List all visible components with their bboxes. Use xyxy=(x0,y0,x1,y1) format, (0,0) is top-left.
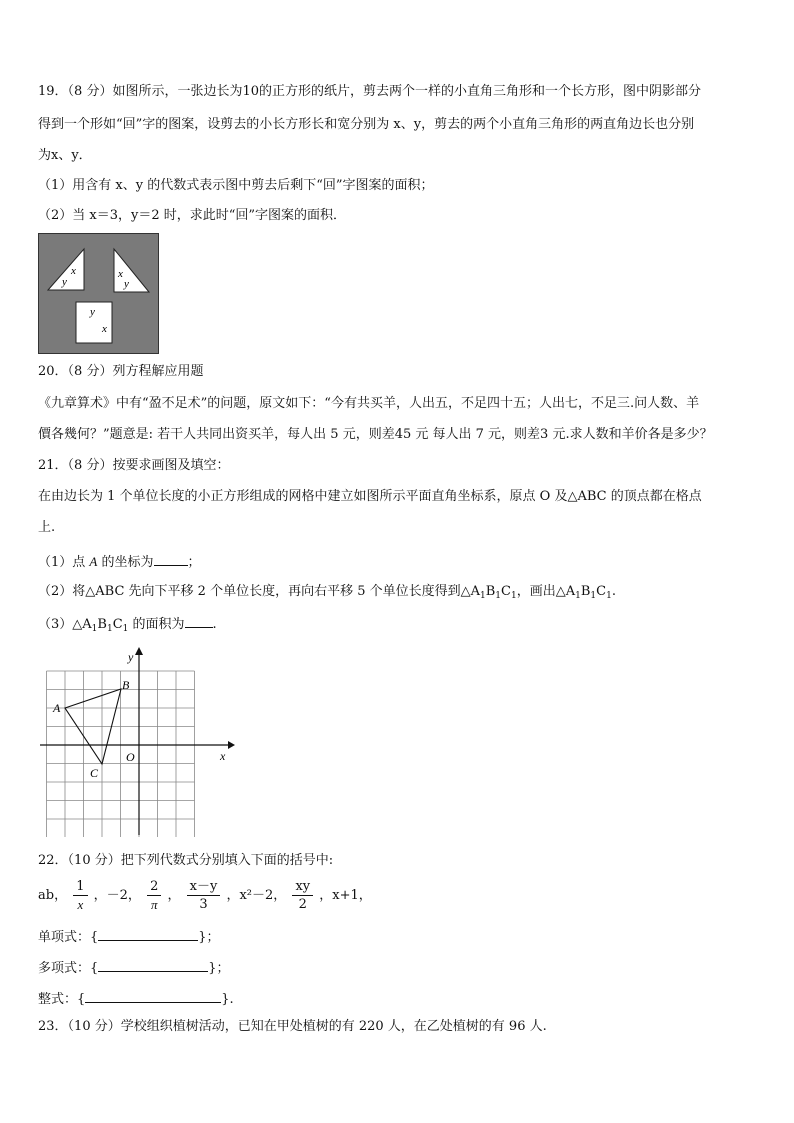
origin-label: O xyxy=(126,750,135,764)
label: 多项式：{ xyxy=(38,961,99,976)
q19-line2: 得到一个形如“回”字的图案，设剪去的小长方形长和宽分别为 x、y，剪去的两个小直角三角形的两直角边长也分别 xyxy=(38,117,695,132)
x-axis-label: x xyxy=(220,749,226,763)
fig19-label: y xyxy=(62,276,67,288)
text: （2）将△ABC 先向下平移 2 个单位长度，再向右平移 5 个单位长度得到△A xyxy=(38,584,480,599)
text: C xyxy=(596,584,607,599)
point-c-label: C xyxy=(90,766,99,780)
expression-text: ab， xyxy=(38,888,68,903)
q23-line1: 23．（10 分）学校组织植树活动，已知在甲处植树的有 220 人，在乙处植树的有 96 人. xyxy=(38,1019,547,1034)
subscript: 1 xyxy=(480,591,486,601)
fig19-label: x xyxy=(71,265,76,277)
text: A xyxy=(89,554,98,569)
point-b-label: B xyxy=(122,678,130,692)
y-axis-arrow xyxy=(135,647,143,655)
expression-text: ，x²－2， xyxy=(226,888,287,903)
fraction-1-over-x xyxy=(73,878,87,913)
numerator: xy xyxy=(292,878,313,896)
q20-line3: 價各幾何？”题意是: 若干人共同出资买羊，每人出 5 元，则差45 元 每人出 7 元，则差3 元.求人数和羊价各是多少？ xyxy=(38,427,713,442)
q22-integral-expressions xyxy=(38,990,234,1008)
x-axis-arrow xyxy=(228,741,235,749)
q22-polynomials xyxy=(38,959,230,977)
text: B xyxy=(580,584,591,599)
expression-text: ，x+1， xyxy=(319,888,372,903)
subscript: 1 xyxy=(510,591,517,601)
text: . xyxy=(212,617,217,632)
q21-line1: 21．（8 分）按要求画图及填空： xyxy=(38,458,230,473)
q22-line1: 22．（10 分）把下列代数式分别填入下面的括号中: xyxy=(38,853,334,868)
denominator: x xyxy=(77,897,84,912)
y-axis-label: y xyxy=(128,650,134,664)
label: }； xyxy=(208,961,230,976)
label: }. xyxy=(221,992,234,1007)
answer-blank xyxy=(154,553,188,566)
numerator: 1 xyxy=(73,878,87,896)
numerator: x－y xyxy=(187,878,221,896)
text: （3）△A xyxy=(38,617,92,632)
q19-figure xyxy=(38,233,159,354)
fig19-label: y xyxy=(90,306,95,318)
label: }； xyxy=(198,930,220,945)
answer-blank xyxy=(98,959,208,972)
text: B xyxy=(485,584,496,599)
answer-blank xyxy=(85,990,221,1003)
text: （1）点 xyxy=(38,555,90,570)
fraction-xy-over-2 xyxy=(292,878,313,913)
denominator: 3 xyxy=(199,897,208,912)
fig19-label: x xyxy=(118,268,123,280)
subscript: 1 xyxy=(122,624,129,634)
q21-sub3 xyxy=(38,615,217,637)
q21-line2: 在由边长为 1 个单位长度的小正方形组成的网格中建立如图所示平面直角坐标系，原点 O 及△ABC 的顶点都在格点 xyxy=(38,489,702,504)
text: C xyxy=(112,617,123,632)
denominator: π xyxy=(150,897,158,912)
text: ，画出△A xyxy=(516,584,576,599)
denominator: 2 xyxy=(298,897,307,912)
fraction-2-over-pi xyxy=(147,878,161,913)
fraction-x-minus-y-over-3 xyxy=(187,878,221,913)
q21-coordinate-grid xyxy=(36,645,236,837)
text: 的坐标为 xyxy=(97,555,154,570)
point-a-label: A xyxy=(53,701,61,715)
q21-line3: 上. xyxy=(38,520,56,535)
q19-sub2: （2）当 x＝3，y＝2 时，求此时“回”字图案的面积． xyxy=(38,208,347,223)
text: B xyxy=(97,617,107,632)
subscript: 1 xyxy=(106,624,113,634)
q21-sub1 xyxy=(38,553,201,571)
q19-line1: 19．（8 分）如图所示，一张边长为10的正方形的纸片，剪去两个一样的小直角三角形和一个长方形，图中阴影部分 xyxy=(38,84,701,99)
label: 单项式：{ xyxy=(38,930,99,945)
answer-blank xyxy=(185,615,213,628)
subscript: 1 xyxy=(575,591,581,601)
numerator: 2 xyxy=(147,878,161,896)
grid-lines xyxy=(47,671,195,837)
answer-blank xyxy=(98,928,198,941)
subscript: 1 xyxy=(91,624,98,634)
q22-monomials xyxy=(38,928,220,946)
text: C xyxy=(501,584,511,599)
subscript: 1 xyxy=(590,591,597,601)
expression-text: ， xyxy=(167,888,181,903)
q19-line3: 为x、y． xyxy=(38,148,92,163)
expression-text: ，－2， xyxy=(93,888,141,903)
subscript: 1 xyxy=(606,591,612,601)
q22-expressions xyxy=(38,878,372,914)
label: 整式：{ xyxy=(38,992,86,1007)
fig19-label: x xyxy=(102,323,107,335)
q21-sub2 xyxy=(38,584,616,604)
q20-line1: 20．（8 分）列方程解应用题 xyxy=(38,364,204,379)
q20-line2: 《九章算术》中有“盈不足术”的问题，原文如下：“今有共买羊，人出五，不足四十五；人出七，不足三.问人数、羊 xyxy=(38,396,700,411)
subscript: 1 xyxy=(495,591,502,601)
q19-sub1: （1）用含有 x、y 的代数式表示图中剪去后剩下“回”字图案的面积； xyxy=(38,178,434,193)
text: . xyxy=(611,584,616,599)
text: 的面积为 xyxy=(128,617,185,632)
fig19-label: y xyxy=(124,278,129,290)
text: ； xyxy=(187,555,201,570)
